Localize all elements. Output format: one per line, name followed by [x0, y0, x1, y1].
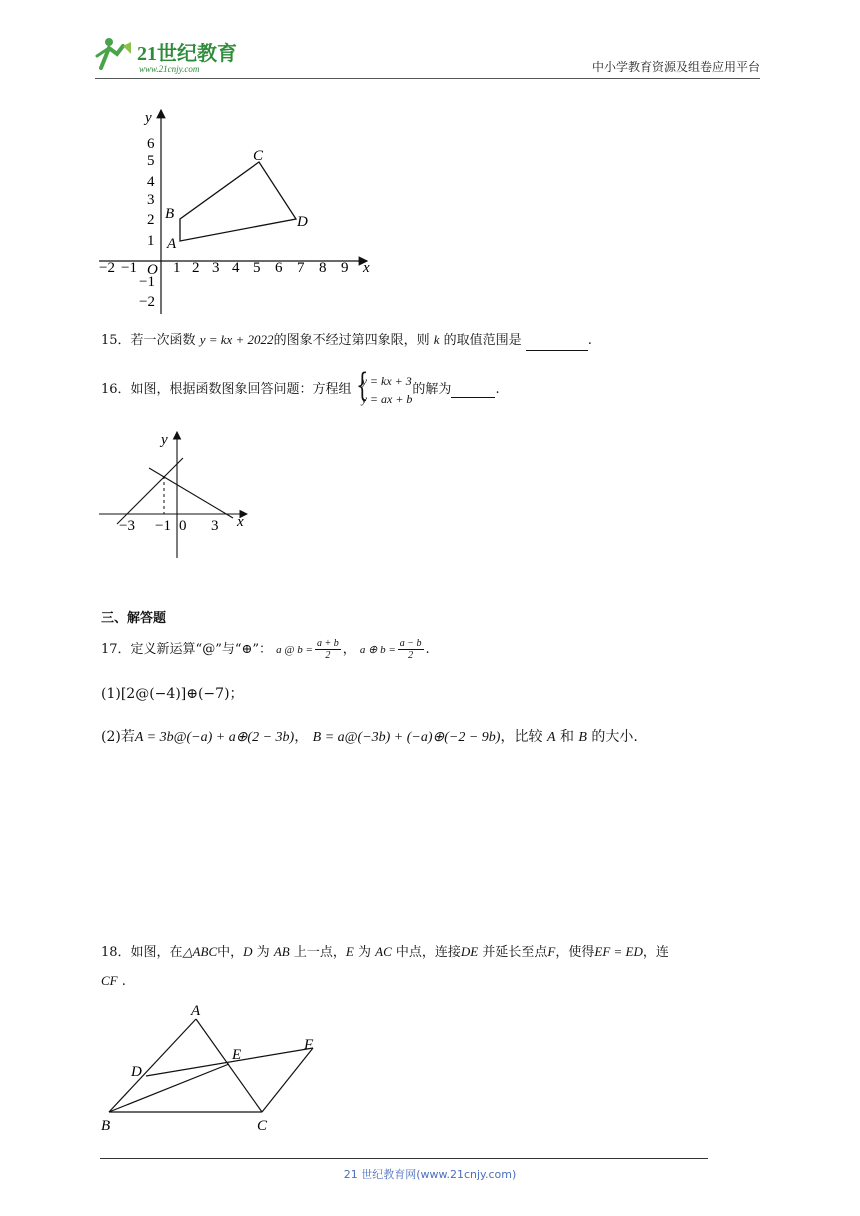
point-e: E [345, 944, 354, 959]
q15-text: 的取值范围是 [443, 333, 522, 348]
coordinate-graph-quadrilateral [95, 100, 385, 320]
q17-text: 和 [559, 729, 574, 745]
label-d: D [131, 1064, 142, 1080]
segment-cf [262, 1048, 313, 1112]
y-tick: −2 [139, 294, 155, 310]
x-tick: 1 [173, 260, 181, 276]
question-17-part-1 [101, 685, 244, 705]
triangle-figure [95, 998, 335, 1136]
def2-lhs: a ⊕ b = [359, 644, 396, 656]
q17-text: 若 [120, 729, 135, 745]
x-tick: −2 [99, 260, 115, 276]
q18-text: ，使得 [555, 945, 595, 960]
label-b: B [101, 1118, 111, 1134]
label-a: A [191, 1003, 201, 1019]
expression-a: A = 3b@(−a) + a⊕(2 − 3b) [134, 730, 295, 745]
segment-de: DE [460, 944, 479, 959]
x-tick: 6 [275, 260, 283, 276]
x-tick: 5 [253, 260, 261, 276]
def1-lhs: a @ b = [276, 644, 313, 656]
question-18 [101, 938, 766, 996]
question-16 [101, 365, 500, 412]
x-tick: 0 [179, 518, 187, 534]
point-c-label: C [253, 148, 264, 164]
q18-end: . [121, 974, 126, 989]
question-number: 16． [101, 382, 131, 397]
fraction-numerator: a + b [316, 638, 339, 649]
expression-b: B = a@(−3b) + (−a)⊕(−2 − 9b) [312, 730, 501, 745]
label-c: C [257, 1118, 268, 1134]
y-axis-label: y [145, 110, 152, 126]
point-f: F [547, 944, 556, 959]
variable-a: A [546, 730, 556, 745]
line-ax-plus-b [149, 468, 233, 518]
y-tick: 2 [147, 212, 155, 228]
q18-text: 中点，连接 [395, 945, 461, 960]
q17-end: . [425, 642, 430, 657]
separator: ， [342, 642, 356, 657]
footer-divider [100, 1158, 708, 1159]
y-tick: 1 [147, 233, 155, 249]
q18-text: 中， [217, 945, 244, 960]
triangle-abc: △ABC [182, 944, 218, 959]
segment-be [109, 1064, 229, 1112]
logo-text: 21世纪教育 [137, 43, 237, 65]
q18-text: 为 [357, 945, 371, 960]
page-footer: 21 世纪教育网(www.21cnjy.com) [343, 1168, 517, 1181]
question-number: 18． [101, 945, 131, 960]
point-b-label: B [165, 206, 175, 222]
def1-fraction [315, 638, 341, 661]
segment-ab: AB [273, 944, 290, 959]
equation-1: y = kx + 3 [361, 373, 412, 388]
quadrilateral-abcd [180, 162, 296, 241]
q15-text: 若一次函数 [130, 333, 196, 348]
fraction-numerator: a − b [399, 638, 422, 649]
y-tick: 5 [147, 153, 155, 169]
question-17 [101, 638, 430, 661]
question-number: 17． [101, 642, 131, 657]
q17-text: ，比较 [500, 729, 543, 745]
q16-text: 的解为 [412, 382, 452, 397]
q16-end: . [495, 382, 500, 397]
segment-ab [109, 1019, 196, 1112]
q18-text: ，连 [642, 945, 669, 960]
def2-fraction [398, 638, 424, 661]
part-label: (2) [101, 729, 121, 745]
x-tick: 2 [192, 260, 200, 276]
x-tick: −1 [155, 518, 171, 534]
answer-blank [451, 383, 495, 398]
fraction-denominator: 2 [408, 650, 414, 661]
segment-cf: CF [101, 973, 118, 988]
q17-text: 的大小. [591, 729, 638, 745]
site-logo [95, 34, 265, 74]
y-tick: 4 [147, 174, 155, 190]
part-1-expression: [2@(−4)]⊕(−7)； [120, 686, 244, 702]
x-axis-label: x [363, 260, 370, 276]
question-number: 15． [101, 333, 131, 348]
q15-end: . [587, 333, 592, 348]
x-axis-label: x [237, 514, 244, 530]
segment-ac: AC [375, 944, 392, 959]
variable-b: B [578, 730, 587, 745]
logo-subtext: www.21cnjy.com [139, 64, 200, 74]
section-title: 三、解答题 [101, 611, 167, 626]
x-tick: 3 [212, 260, 220, 276]
header-platform-text: 中小学教育资源及组卷应用平台 [591, 60, 760, 74]
y-tick: 3 [147, 192, 155, 208]
point-d-label: D [297, 214, 308, 230]
segment-df [146, 1048, 313, 1076]
x-tick: 8 [319, 260, 327, 276]
x-tick: −1 [121, 260, 137, 276]
y-tick: −1 [139, 274, 155, 290]
brace-symbol: { [355, 365, 368, 404]
answer-blank [526, 332, 588, 351]
fraction-denominator: 2 [325, 650, 331, 661]
x-tick: 9 [341, 260, 349, 276]
x-tick: −3 [119, 518, 135, 534]
question-17-part-2: (2)若A = 3b@(−a) + a⊕(2 − 3b)， B = a@(−3b) + (−a)⊕(−2 − 9b)，比较 A 和 B 的大小. [101, 729, 638, 745]
q18-text: 为 [256, 945, 270, 960]
label-f: F [304, 1037, 314, 1053]
x-tick: 4 [232, 260, 240, 276]
x-tick: 3 [211, 518, 219, 534]
equation-ef-ed: EF = ED [594, 944, 643, 959]
x-tick: 7 [297, 260, 305, 276]
q18-text: 如图，在 [130, 945, 183, 960]
q18-text: 并延长至点 [482, 945, 548, 960]
y-tick: 6 [147, 136, 155, 152]
linear-functions-graph [95, 428, 255, 562]
y-axis-label: y [161, 432, 168, 448]
page-header [95, 30, 760, 79]
q15-formula: y = kx + 2022 [199, 332, 274, 347]
q16-text: 如图，根据函数图象回答问题：方程组 [130, 382, 352, 397]
label-e: E [232, 1047, 242, 1063]
point-a-label: A [167, 236, 177, 252]
q17-text: 定义新运算“@”与“⊕”： [130, 642, 273, 657]
point-d: D [243, 944, 253, 959]
equation-system [352, 365, 413, 408]
equation-2: y = ax + b [361, 391, 413, 406]
origin-label: O [147, 262, 158, 278]
q15-text: 的图象不经过第四象限，则 [273, 333, 430, 348]
question-15 [101, 331, 592, 351]
q18-text: 上一点， [293, 945, 346, 960]
part-label: (1) [101, 686, 121, 702]
q15-variable: k [433, 332, 440, 347]
